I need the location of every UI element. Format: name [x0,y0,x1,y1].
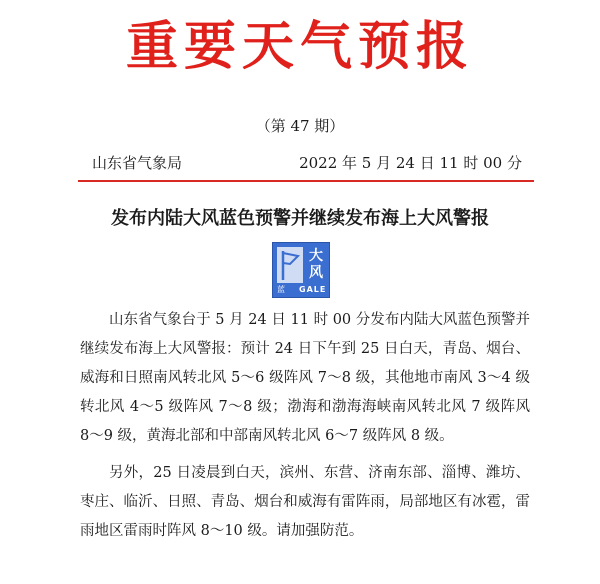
wind-flag-icon [277,247,303,283]
issue-number: （第 47 期） [255,117,345,135]
issuer-name: 山东省气象局 [92,154,183,172]
gale-warning-icon [272,242,330,298]
warning-label-char-2: 风 [309,265,323,281]
paragraph-2: 另外，25 日凌晨到白天，滨州、东营、济南东部、淄博、潍坊、枣庄、临沂、日照、青岛、烟台和威海有雷阵雨，局部地区有冰雹，雷雨地区雷雨时阵风 8～10 级。请加强防范。 [80,465,530,539]
warning-label-char-1: 大 [309,248,323,264]
issue-datetime: 2022 年 5 月 24 日 11 时 00 分 [299,154,522,172]
warning-level-label: 蓝 [277,285,285,294]
paragraph-1: 山东省气象台于 5 月 24 日 11 时 00 分发布内陆大风蓝色预警并继续发布海上大风警报：预计 24 日下午到 25 日白天，青岛、烟台、威海和日照南风转北风 5～6 级阵风 7～8 级，其他地市南风 3～4 级转北风 4～5 级阵风 7～8 级；渤海和渤海海峡南风转北风 7 级阵风 8～9 级，黄海北部和中部南风转北风 6～7 级阵风 8 级。 [80,312,530,444]
issuer-row [92,152,522,174]
headline: 发布内陆大风蓝色预警并继续发布海上大风警报 [111,208,489,229]
red-divider [78,180,534,182]
warning-label-en: GALE [299,285,327,294]
body-text [80,306,530,554]
document-title: 重要天气预报 [125,17,474,77]
